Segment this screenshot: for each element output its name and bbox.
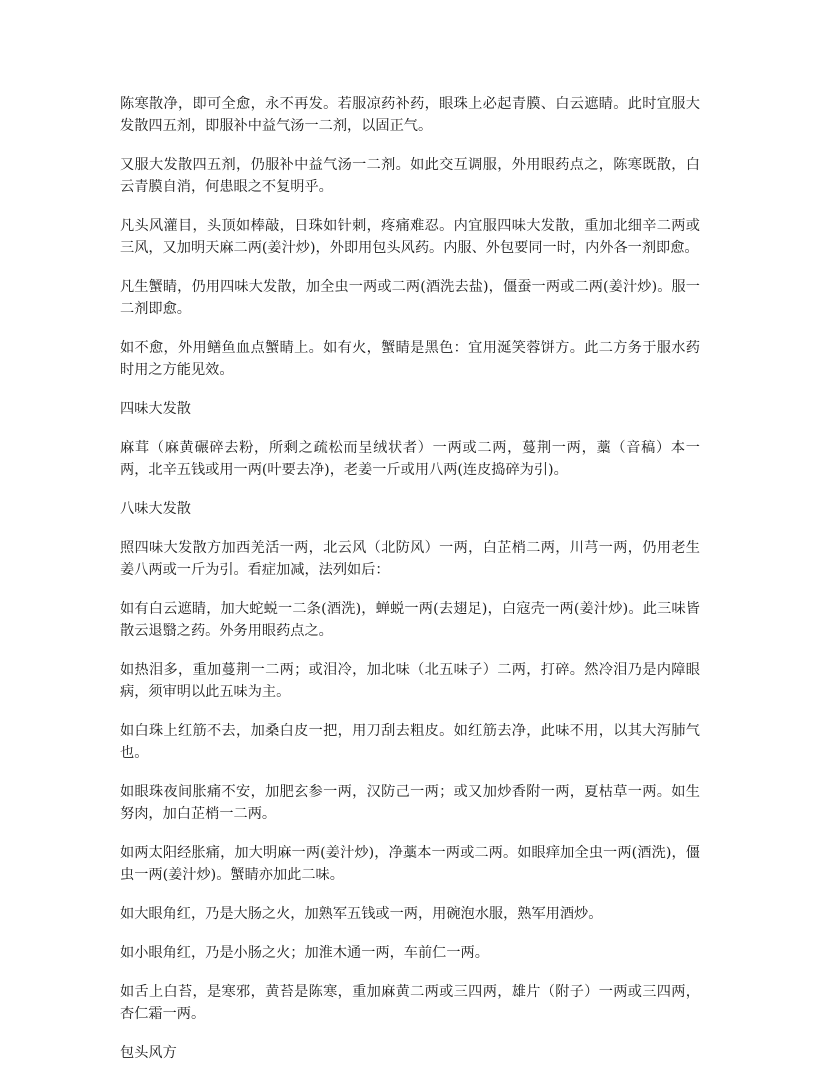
document-body [120,93,700,1081]
heading-bao-tou-feng-fang: 包头风方 [120,1045,177,1061]
paragraph-ru-bu-yu: 如不愈，外用鳝鱼血点蟹睛上。如有火，蟹睛是黑色：宜用涎笑蓉饼方。此二方务于服水药时用之方能见效。 [120,340,700,378]
heading-si-wei-da-fa-san: 四味大发散 [120,401,191,417]
paragraph-hong-jin: 如白珠上红筋不去，加桑白皮一把，用刀刮去粗皮。如红筋去净，此味不用，以其大泻肺气也。 [120,723,700,761]
paragraph-xie-jing: 凡生蟹睛，仍用四味大发散，加全虫一两或二两(酒洗去盐)，僵蚕一两或二两(姜汁炒)。服一二剂即愈。 [120,279,700,317]
paragraph-re-lei-duo: 如热泪多，重加蔓荆一二两；或泪冷，加北味（北五味子）二两，打碎。然冷泪乃是内障眼病，须审明以此五味为主。 [120,662,700,700]
heading-ba-wei-da-fa-san: 八味大发散 [120,501,191,517]
paragraph-tai-yang-jing: 如两太阳经胀痛，加大明麻一两(姜汁炒)，净藁本一两或二两。如眼痒加全虫一两(酒洗)，僵虫一两(姜汁炒)。蟹睛亦加此二味。 [120,845,700,883]
paragraph-you-fu-da-fa-san: 又服大发散四五剂，仍服补中益气汤一二剂。如此交互调服，外用眼药点之，陈寒既散，白云青膜自消，何患眼之不复明乎。 [120,157,700,195]
paragraph-si-wei-recipe: 麻茸（麻黄碾碎去粉，所剩之疏松而呈绒状者）一两或二两，蔓荆一两，藁（音稿）本一两，北辛五钱或用一两(叶要去净)，老姜一斤或用八两(连皮捣碎为引)。 [120,440,700,478]
paragraph-ba-wei-recipe: 照四味大发散方加西羌活一两，北云风（北防风）一两，白芷梢二两，川芎一两，仍用老生姜八两或一斤为引。看症加减，法列如后： [120,540,700,578]
paragraph-da-yan-jiao: 如大眼角红，乃是大肠之火，加熟军五钱或一两，用碗泡水服，熟军用酒炒。 [120,906,603,922]
paragraph-she-tai: 如舌上白苔，是寒邪，黄苔是陈寒，重加麻黄二两或三四两，雄片（附子）一两或三四两，杏仁霜一两。 [120,984,700,1022]
paragraph-ye-jian-zhang-tong: 如眼珠夜间胀痛不安，加肥玄参一两，汉防己一两；或又加炒香附一两，夏枯草一两。如生努肉，加白芷梢一二两。 [120,784,700,822]
paragraph-tou-feng-guan-mu: 凡头风灌目，头顶如棒敲，日珠如针刺，疼痛难忍。内宜服四味大发散，重加北细辛二两或三风，又加明天麻二两(姜汁炒)，外即用包头风药。内服、外包要同一时，内外各一剂即愈。 [120,218,700,256]
paragraph-bai-yun-zhe-jing: 如有白云遮睛，加大蛇蜕一二条(酒洗)，蝉蜕一两(去翅足)，白寇壳一两(姜汁炒)。此三味皆散云退翳之药。外务用眼药点之。 [120,601,700,639]
paragraph-chen-han-san-jing: 陈寒散净，即可全愈，永不再发。若服凉药补药，眼珠上必起青膜、白云遮睛。此时宜服大发散四五剂，即服补中益气汤一二剂，以固正气。 [120,96,700,134]
paragraph-xiao-yan-jiao: 如小眼角红，乃是小肠之火；加淮木通一两，车前仁一两。 [120,945,489,961]
